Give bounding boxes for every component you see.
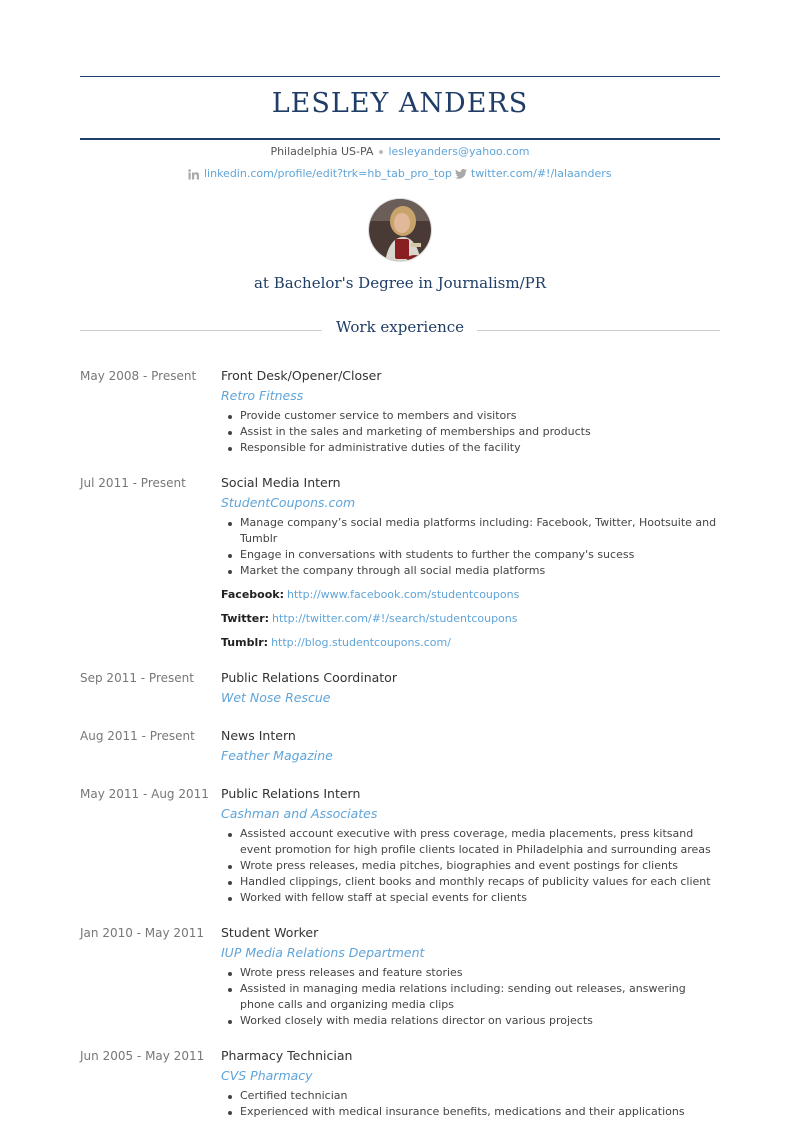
- job-entry: [80, 367, 720, 456]
- bullet-item: Engage in conversations with students to further the company's sucess: [221, 547, 720, 563]
- bullet-item: Worked with fellow staff at special events for clients: [221, 890, 720, 906]
- work-experience-list: [80, 367, 720, 1128]
- job-entry: [80, 924, 720, 1029]
- header-bottom-rule: [80, 138, 720, 140]
- job-title: Student Worker: [221, 925, 319, 940]
- bullet-item: Responsible for administrative duties of the facility: [221, 440, 720, 456]
- bullet-item: Market the company through all social media platforms: [221, 563, 720, 579]
- job-date: Aug 2011 - Present: [80, 729, 195, 743]
- job-bullets: [221, 408, 720, 456]
- job-bullets: [221, 1088, 720, 1120]
- job-entry: [80, 727, 720, 767]
- candidate-name: LESLEY ANDERS: [271, 88, 529, 119]
- job-date: Jul 2011 - Present: [80, 476, 186, 490]
- bullet-item: Worked closely with media relations director on various projects: [221, 1013, 720, 1029]
- company-link[interactable]: CVS Pharmacy: [221, 1068, 313, 1083]
- company-link[interactable]: Retro Fitness: [221, 388, 304, 403]
- bullet-item: Experienced with medical insurance benefits, medications and their applications: [221, 1104, 720, 1120]
- bullet-item: Wrote press releases and feature stories: [221, 965, 720, 981]
- facebook-url-link[interactable]: http://www.facebook.com/studentcoupons: [286, 588, 520, 601]
- twitter-row: [221, 611, 720, 627]
- company-link[interactable]: Cashman and Associates: [221, 806, 378, 821]
- bullet-item: Certified technician: [221, 1088, 720, 1104]
- job-date: Jun 2005 - May 2011: [80, 1049, 205, 1063]
- bullet-item: Assist in the sales and marketing of memberships and products: [221, 424, 720, 440]
- location: Philadelphia US-PA: [270, 145, 374, 158]
- tumblr-row: [221, 635, 720, 651]
- bullet-item: Manage company’s social media platforms including: Facebook, Twitter, Hootsuite and Tumblr: [221, 515, 720, 547]
- twitter-link[interactable]: twitter.com/#!/lalaanders: [470, 167, 612, 180]
- job-entry: [80, 785, 720, 906]
- company-link[interactable]: Wet Nose Rescue: [221, 690, 331, 705]
- bullet-item: Provide customer service to members and visitors: [221, 408, 720, 424]
- twitter-url-link[interactable]: http://twitter.com/#!/search/studentcoupons: [272, 612, 518, 625]
- twitter-label: Twitter:: [221, 612, 270, 625]
- bullet-item: Handled clippings, client books and monthly recaps of publicity values for each client: [221, 874, 720, 890]
- job-entry: [80, 669, 720, 709]
- social-links-line: [0, 167, 800, 180]
- job-date: Sep 2011 - Present: [80, 671, 194, 685]
- avatar: [368, 198, 432, 262]
- job-bullets: [221, 515, 720, 579]
- job-date: May 2011 - Aug 2011: [80, 787, 209, 801]
- heading-rule-right: [477, 330, 720, 331]
- job-date: May 2008 - Present: [80, 369, 197, 383]
- headline: at Bachelor's Degree in Journalism/PR: [253, 274, 547, 292]
- section-title: Work experience: [335, 318, 465, 336]
- job-entry: [80, 1047, 720, 1120]
- contact-line: [0, 145, 800, 158]
- tumblr-url-link[interactable]: http://blog.studentcoupons.com/: [271, 636, 451, 649]
- twitter-bird-icon: [455, 169, 467, 179]
- job-bullets: [221, 826, 720, 906]
- job-title: Public Relations Coordinator: [221, 670, 397, 685]
- facebook-label: Facebook:: [221, 588, 284, 601]
- job-title: Pharmacy Technician: [221, 1048, 353, 1063]
- separator-dot: [379, 150, 383, 154]
- job-title: News Intern: [221, 728, 296, 743]
- facebook-row: [221, 587, 720, 603]
- bullet-item: Wrote press releases, media pitches, biographies and event postings for clients: [221, 858, 720, 874]
- job-date: Jan 2010 - May 2011: [80, 926, 204, 940]
- company-link[interactable]: StudentCoupons.com: [221, 495, 356, 510]
- bullet-item: Assisted account executive with press coverage, media placements, press kitsand event promotion for high profile clients located in Philadelphia and surrounding areas: [221, 826, 720, 858]
- company-link[interactable]: Feather Magazine: [221, 748, 333, 763]
- job-bullets: [221, 965, 720, 1029]
- linkedin-link[interactable]: linkedin.com/profile/edit?trk=hb_tab_pro_top: [203, 167, 452, 180]
- job-title: Front Desk/Opener/Closer: [221, 368, 382, 383]
- bullet-item: Assisted in managing media relations including: sending out releases, answering phone calls and organizing media clips: [221, 981, 720, 1013]
- email-link[interactable]: lesleyanders@yahoo.com: [388, 145, 530, 158]
- work-experience-heading: [80, 316, 720, 340]
- header-top-rule: [80, 76, 720, 77]
- job-title: Public Relations Intern: [221, 786, 361, 801]
- job-entry: [80, 474, 720, 651]
- tumblr-label: Tumblr:: [221, 636, 269, 649]
- company-link[interactable]: IUP Media Relations Department: [221, 945, 425, 960]
- job-title: Social Media Intern: [221, 475, 341, 490]
- linkedin-icon: [188, 169, 200, 180]
